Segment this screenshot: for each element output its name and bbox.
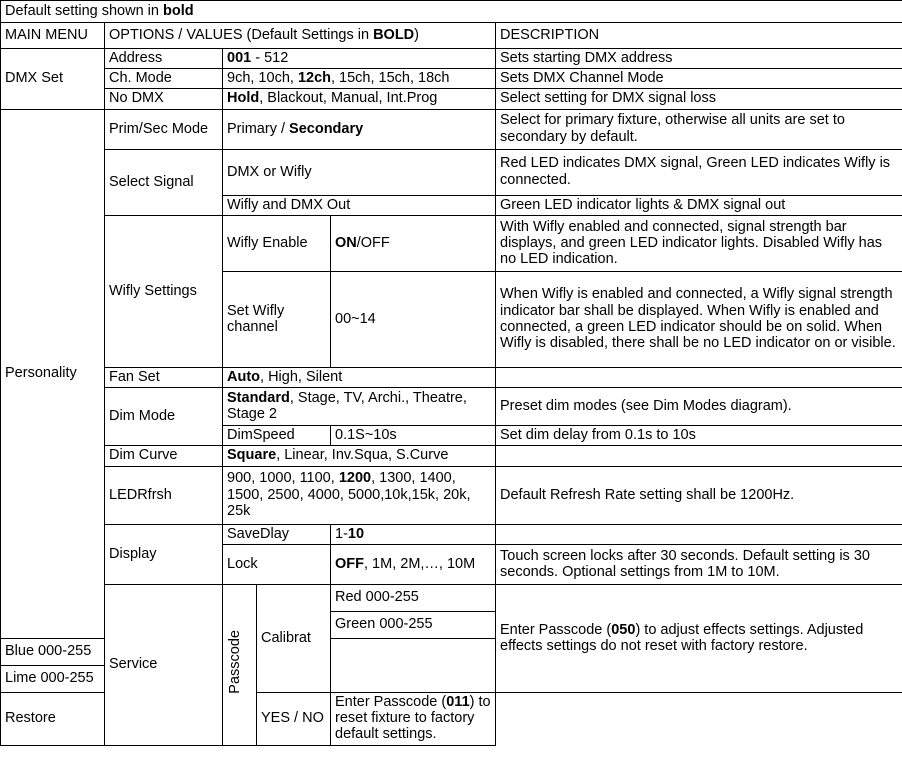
row-value-dim-curve-rest: , Linear, Inv.Squa, S.Curve <box>276 447 449 464</box>
header-options-values-text: OPTIONS / VALUES <box>109 26 243 43</box>
row-desc-calibrat-code: 050 <box>611 621 636 638</box>
row-sublabel-restore: Restore <box>1 692 105 745</box>
row-value-prim-sec-pre: Primary / <box>227 120 290 137</box>
table-row <box>1 367 902 387</box>
row-value-dim-mode-rest: , Stage, TV, Archi., Theatre, Stage 2 <box>227 389 467 423</box>
row-value-savedlay-pre: 1- <box>335 525 348 542</box>
table-row <box>1 215 902 271</box>
row-label-wifly-settings: Wifly Settings <box>105 215 223 367</box>
row-label-ledrfrsh: LEDRfrsh <box>105 466 223 524</box>
row-label-prim-sec-mode: Prim/Sec Mode <box>105 109 223 149</box>
row-desc-wifly-enable: With Wifly enabled and connected, signal strength bar displays, and green LED indicator lights. Disabled Wifly has no LED indication. <box>496 215 902 271</box>
row-sublabel-lock: Lock <box>223 544 331 584</box>
row-desc-dim-curve <box>496 446 902 466</box>
title-bar <box>1 1 902 23</box>
row-desc-no-dmx: Select setting for DMX signal loss <box>496 89 902 109</box>
row-label-address: Address <box>105 49 223 69</box>
title-bar-text: Default setting shown in <box>5 2 163 19</box>
row-value-calibrat-green: Green 000-255 <box>331 611 496 638</box>
row-desc-ledrfrsh: Default Refresh Rate setting shall be 1200Hz. <box>496 466 902 524</box>
row-value-address-rest: - 512 <box>251 50 289 66</box>
row-value-dimspeed: 0.1S~10s <box>331 426 496 446</box>
row-label-service: Service <box>105 584 223 745</box>
row-value-calibrat-blue: Blue 000-255 <box>1 638 105 665</box>
header-options-note-open: (Default Settings in <box>242 26 374 43</box>
row-desc-set-wifly-channel: When Wifly is enabled and connected, a Wifly signal strength indicator bar shall be displayed. When Wifly is enabled and connected, a green LED indicator should be on solid. When Wifly is disabled, there shall be no LED indicator on or visible. <box>496 271 902 367</box>
table-row <box>1 49 902 69</box>
row-value-dmx-or-wifly: DMX or Wifly <box>223 149 496 195</box>
row-desc-restore-pre: Enter Passcode ( <box>335 693 447 710</box>
row-value-ledrfrsh-rest: , 1300, 1400, 1500, 2500, 4000, 5000,10k,15k, 20k, 25k <box>227 470 471 519</box>
row-label-display: Display <box>105 524 223 584</box>
row-value-dim-curve <box>223 446 496 466</box>
header-options-note-close: ) <box>414 26 420 43</box>
row-value-fan-set-bold: Auto <box>227 368 261 385</box>
row-desc-restore-post: ) to reset fixture to factory default settings. <box>335 693 491 743</box>
row-value-dim-curve-bold: Square <box>227 447 277 464</box>
row-desc-lock: Touch screen locks after 30 seconds. Default setting is 30 seconds. Optional settings from 1M to 10M. <box>496 544 902 584</box>
row-desc-savedlay <box>496 524 902 544</box>
table-row <box>1 466 902 524</box>
header-options-values <box>105 23 496 49</box>
title-bar-bold-word: bold <box>162 2 194 19</box>
row-value-ledrfrsh-pre: 900, 1000, 1100, <box>227 470 339 487</box>
row-value-savedlay <box>331 524 496 544</box>
row-desc-calibrat-post: ) to adjust effects settings. Adjusted effects settings do not reset with factory restore. <box>500 621 864 654</box>
row-value-dim-mode-bold: Standard <box>227 389 290 406</box>
row-desc-calibrat-pre: Enter Passcode ( <box>500 621 612 638</box>
row-value-ch-mode-pre: 9ch, 10ch, <box>227 70 298 87</box>
row-value-prim-sec-mode <box>223 109 496 149</box>
row-value-prim-sec-bold: Secondary <box>289 120 364 137</box>
row-value-lock <box>331 544 496 584</box>
header-options-note-bold: BOLD <box>373 26 415 43</box>
table-row <box>1 446 902 466</box>
row-sublabel-set-wifly-channel: Set Wifly channel <box>223 271 331 367</box>
row-value-calibrat-red: Red 000-255 <box>331 584 496 611</box>
section-label-dmx-set: DMX Set <box>1 49 105 110</box>
row-value-fan-set <box>223 367 496 387</box>
row-label-dim-curve: Dim Curve <box>105 446 223 466</box>
row-value-fan-set-rest: , High, Silent <box>260 368 343 385</box>
row-value-ch-mode-bold: 12ch <box>297 70 331 87</box>
row-sublabel-dimspeed: DimSpeed <box>223 426 331 446</box>
row-desc-dim-mode: Preset dim modes (see Dim Modes diagram). <box>496 388 902 426</box>
row-value-wifly-enable <box>331 215 496 271</box>
row-value-lock-bold: OFF <box>335 555 364 572</box>
row-value-calibrat-lime: Lime 000-255 <box>1 665 105 692</box>
table-row <box>1 524 902 544</box>
row-desc-dmx-or-wifly: Red LED indicates DMX signal, Green LED indicates Wifly is connected. <box>496 149 902 195</box>
row-desc-wifly-dmx-out: Green LED indicator lights & DMX signal out <box>496 195 902 215</box>
row-desc-restore <box>331 692 496 745</box>
row-value-no-dmx-rest: , Blackout, Manual, Int.Prog <box>259 90 438 107</box>
row-value-dim-mode <box>223 388 496 426</box>
row-desc-fan-set <box>496 367 902 387</box>
header-description: DESCRIPTION <box>496 23 902 49</box>
row-value-lock-rest: , 1M, 2M,…, 10M <box>364 555 476 572</box>
row-value-wifly-enable-rest: /OFF <box>356 234 390 251</box>
row-label-select-signal: Select Signal <box>105 149 223 215</box>
table-row <box>1 584 902 611</box>
row-value-savedlay-bold: 10 <box>347 525 365 542</box>
row-label-fan-set: Fan Set <box>105 367 223 387</box>
row-value-set-wifly-channel: 00~14 <box>331 271 496 367</box>
row-value-no-dmx-bold: Hold <box>227 90 260 107</box>
row-desc-dimspeed: Set dim delay from 0.1s to 10s <box>496 426 902 446</box>
row-value-restore: YES / NO <box>257 692 331 745</box>
row-label-dim-mode: Dim Mode <box>105 388 223 446</box>
table-row <box>1 89 902 109</box>
row-sublabel-savedlay: SaveDlay <box>223 524 331 544</box>
row-sublabel-wifly-enable: Wifly Enable <box>223 215 331 271</box>
row-value-wifly-enable-bold: ON <box>335 234 357 251</box>
table-row <box>1 109 902 149</box>
section-label-personality: Personality <box>1 109 105 638</box>
header-row <box>1 23 902 49</box>
row-value-wifly-dmx-out: Wifly and DMX Out <box>223 195 496 215</box>
table-row <box>1 69 902 89</box>
row-value-address <box>223 49 496 69</box>
row-label-ch-mode: Ch. Mode <box>105 69 223 89</box>
row-value-ledrfrsh <box>223 466 496 524</box>
row-desc-calibrat <box>496 584 902 692</box>
header-main-menu: MAIN MENU <box>1 23 105 49</box>
row-label-no-dmx: No DMX <box>105 89 223 109</box>
row-sublabel-calibrat: Calibrat <box>257 584 331 692</box>
row-value-no-dmx <box>223 89 496 109</box>
row-desc-restore-code: 011 <box>446 693 470 710</box>
row-value-ch-mode-rest: , 15ch, 15ch, 18ch <box>331 70 450 87</box>
row-sublabel-passcode <box>223 584 257 745</box>
row-desc-address: Sets starting DMX address <box>496 49 902 69</box>
row-desc-prim-sec-mode: Select for primary fixture, otherwise all units are set to secondary by default. <box>496 109 902 149</box>
table-row <box>1 149 902 195</box>
row-value-address-bold: 001 <box>227 50 252 66</box>
row-sublabel-passcode-text: Passcode <box>227 630 243 694</box>
row-value-ch-mode <box>223 69 496 89</box>
title-bar-row <box>1 1 902 23</box>
row-desc-ch-mode: Sets DMX Channel Mode <box>496 69 902 89</box>
row-value-ledrfrsh-bold: 1200 <box>338 470 372 487</box>
table-row <box>1 388 902 426</box>
